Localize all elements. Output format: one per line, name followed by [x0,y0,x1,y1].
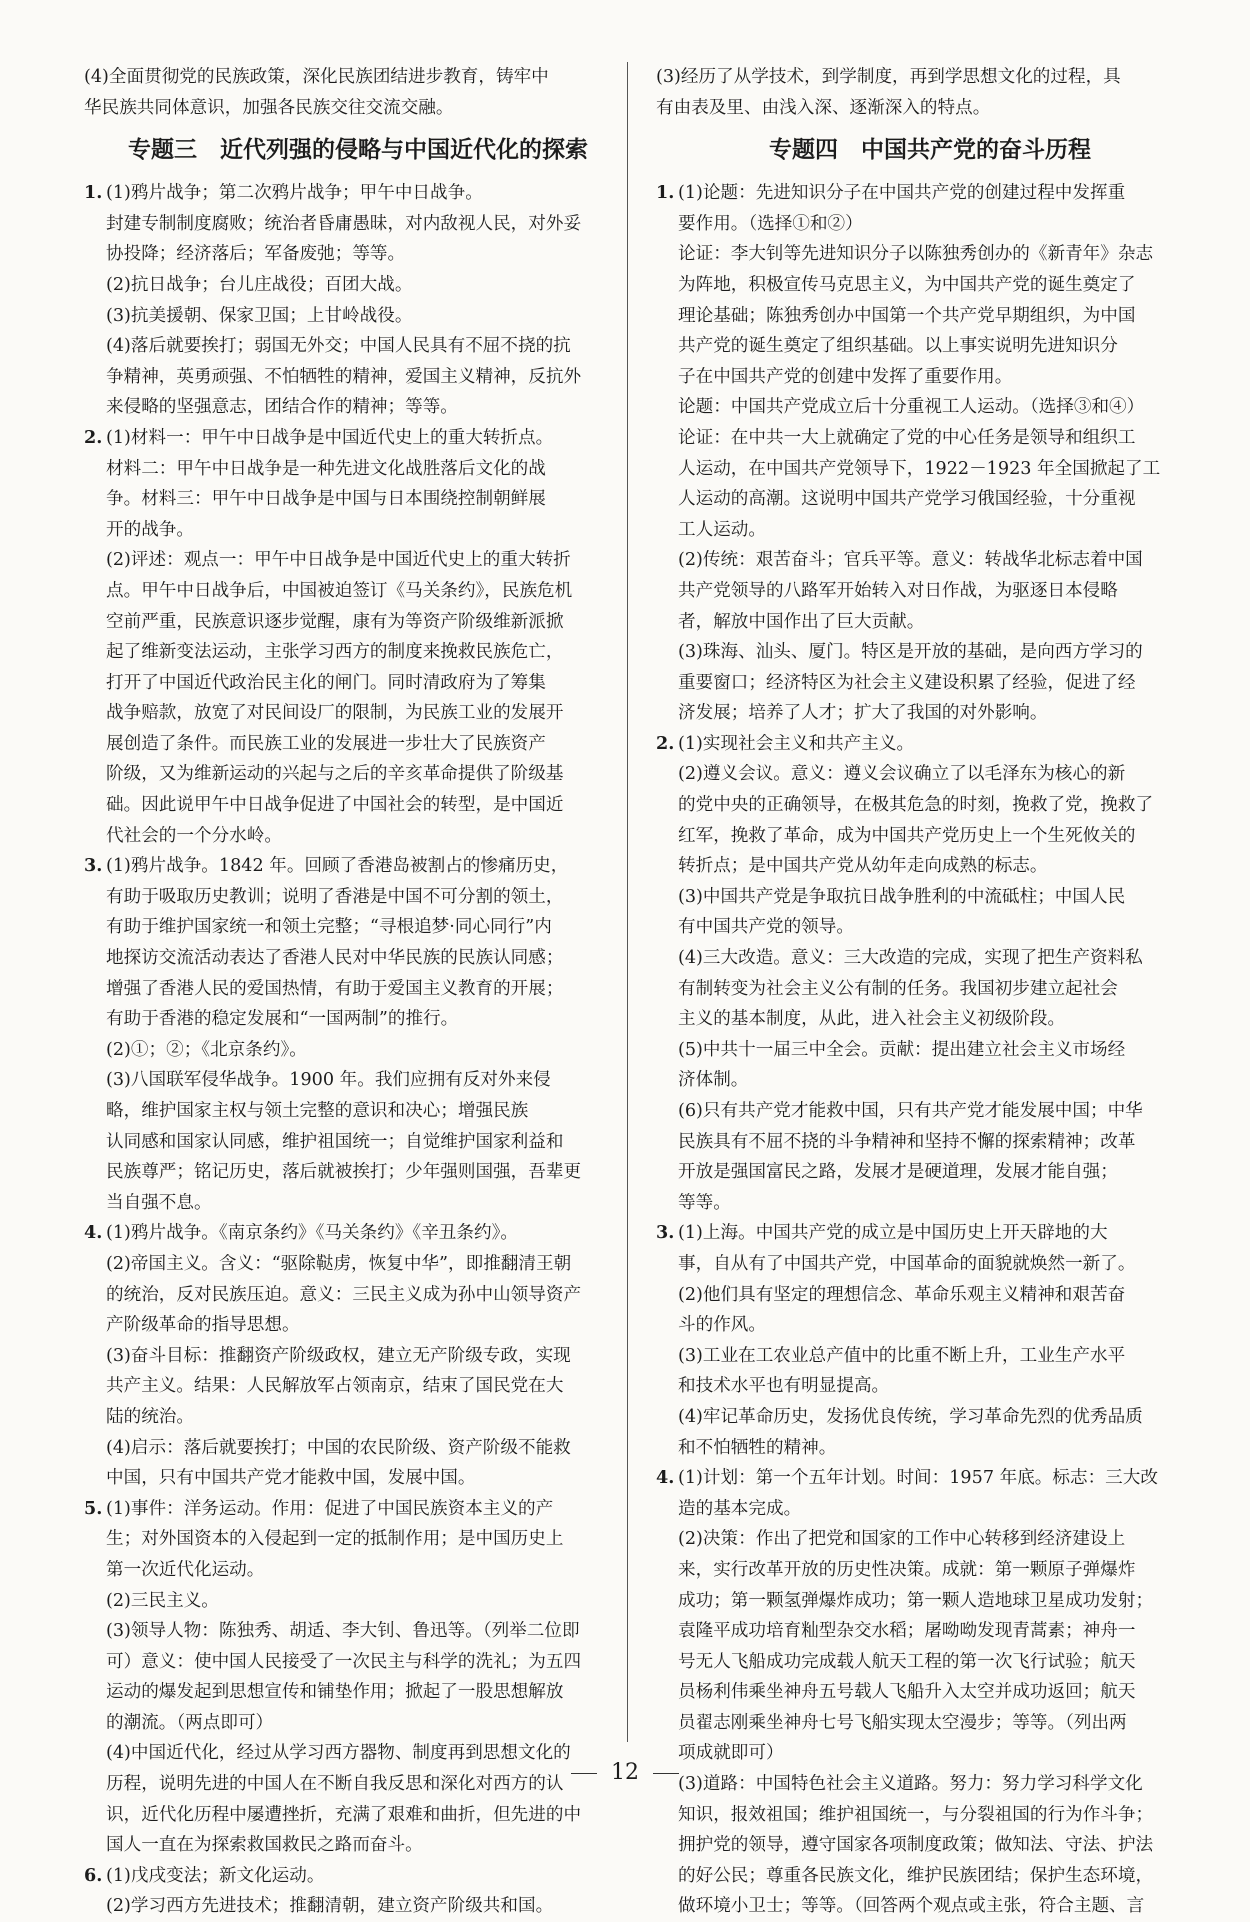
question-answer [84,1494,632,1861]
answer-line [106,729,632,760]
answer-line [678,1249,1204,1280]
answer-line [678,1586,1204,1617]
answer-text: (1)论题：先进知识分子在中国共产党的创建过程中发挥重 [678,183,1126,204]
answer-text: 子在中国共产党的创建中发挥了重要作用。 [678,366,1013,387]
intro-line: 有由表及里、由浅入深、逐渐深入的特点。 [656,97,991,118]
answer-line [678,698,1204,729]
answer-line [106,882,632,913]
answer-line [678,331,1204,362]
answer-text: 有助于吸取历史教训；说明了香港是中国不可分割的领土， [106,886,564,907]
question-answer [656,1463,1204,1922]
answer-text: 号无人飞船成功完成载人航天工程的第一次飞行试验；航天 [678,1651,1136,1672]
answer-text: 的好公民；尊重各民族文化，维护民族团结；保护生态环境， [678,1865,1154,1886]
answer-text: 论证：李大钊等先进知识分子以陈独秀创办的《新青年》杂志 [678,244,1154,265]
answer-line [678,1677,1204,1708]
answer-line [106,1249,632,1280]
answer-line [678,239,1204,270]
answer-line [84,1861,632,1892]
answer-text: 有中国共产党的领导。 [678,917,854,938]
answer-line [106,1402,632,1433]
answer-text: 第一次近代化运动。 [106,1559,265,1580]
page-footer [0,1760,1250,1785]
answer-text: 济发展；培养了人才；扩大了我国的对外影响。 [678,703,1048,724]
question-answer [84,1861,632,1922]
question-number: 4. [656,1467,675,1489]
answer-line [106,1616,632,1647]
answer-line [678,1647,1204,1678]
answer-line [106,943,632,974]
answer-line [106,1157,632,1188]
answer-text: (2)抗日战争；台儿庄战役；百团大战。 [106,274,413,295]
answer-text: 斗的作风。 [678,1315,766,1336]
answer-text: 成功；第一颗氢弹爆炸成功；第一颗人造地球卫星成功发射； [678,1590,1154,1611]
answer-line [106,1096,632,1127]
answer-line [84,178,632,209]
answer-text: 做环境小卫士；等等。（回答两个观点或主张，符合主题、言 [678,1896,1145,1917]
answer-text: 转折点；是中国共产党从幼年走向成熟的标志。 [678,856,1048,877]
answer-line [106,1830,632,1861]
answer-line [106,1280,632,1311]
answer-text: 起了维新变法运动，主张学习西方的制度来挽救民族危亡， [106,642,564,663]
answer-text: 人运动的高潮。这说明中国共产党学习俄国经验，十分重视 [678,489,1136,510]
intro-line: (3)经历了从学技术，到学制度，再到学思想文化的过程，具 [656,67,1121,87]
answer-text: 者，解放中国作出了巨大贡献。 [678,611,925,632]
column-divider [627,62,628,1742]
answer-text: (2)传统：艰苦奋斗；官兵平等。意义：转战华北标志着中国 [678,550,1143,571]
answer-text: 等等。 [678,1192,731,1213]
answer-text: 有助于维护国家统一和领土完整；“寻根追梦·同心同行”内 [106,917,552,938]
answer-line [678,1555,1204,1586]
question-number: 2. [656,732,675,754]
answer-text: (3)道路：中国特色社会主义道路。努力：努力学习科学文化 [678,1774,1143,1795]
answer-text: 代社会的一个分水岭。 [106,825,282,846]
answer-text: 略，维护国家主权与领土完整的意识和决心；增强民族 [106,1101,529,1121]
answer-text: (1)事件：洋务运动。作用：促进了中国民族资本主义的产 [106,1498,554,1519]
answer-text: (1)鸦片战争。《南京条约》《马关条约》《辛丑条约》。 [106,1223,518,1244]
answer-line [656,1218,1204,1249]
question-answer [656,178,1204,729]
answer-text: 理论基础；陈独秀创办中国第一个共产党早期组织，为中国 [678,305,1136,326]
answer-text: 展创造了条件。而民族工业的发展进一步壮大了民族资产 [106,733,546,754]
answer-line [84,1218,632,1249]
answer-text: (3)抗美援朝、保家卫国；上甘岭战役。 [106,305,413,326]
answer-line [106,668,632,699]
answer-text: 来侵略的坚强意志，团结合作的精神；等等。 [106,397,458,418]
answer-text: 封建专制制度腐败；统治者昏庸愚昧，对内敌视人民，对外妥 [106,213,582,234]
answer-text: 础。因此说甲午中日战争促进了中国社会的转型，是中国近 [106,795,564,816]
question-number: 1. [656,182,675,204]
answer-text: 主义的基本制度，从此，进入社会主义初级阶段。 [678,1009,1066,1030]
answer-line [106,1004,632,1035]
answer-line [106,1341,632,1372]
answer-line [106,1647,632,1678]
answer-text: (2)学习西方先进技术；推翻清朝，建立资产阶级共和国。 [106,1896,554,1917]
answer-line [678,1616,1204,1647]
answer-line [106,515,632,546]
right-column [656,62,1204,1922]
answer-line [106,790,632,821]
answer-text: 和不怕牺牲的精神。 [678,1437,837,1458]
answer-line [678,545,1204,576]
answer-text: (3)八国联军侵华战争。1900 年。我们应拥有反对外来侵 [106,1070,551,1091]
question-number: 6. [84,1864,103,1886]
answer-text: (1)鸦片战争。1842 年。回顾了香港岛被割占的惨痛历史， [106,856,569,877]
answer-text: (5)中共十一届三中全会。贡献：提出建立社会主义市场经 [678,1039,1126,1060]
answer-line [106,1586,632,1617]
answer-text: 战争赔款，放宽了对民间设厂的限制，为民族工业的发展开 [106,703,564,724]
answer-text: 员翟志刚乘坐神舟七号飞船实现太空漫步；等等。（列出两 [678,1712,1127,1733]
answer-text: 项成就即可） [678,1743,784,1764]
answer-text: 国人一直在为探索救国救民之路而奋斗。 [106,1835,423,1856]
answer-text: (2)他们具有坚定的理想信念、革命乐观主义精神和艰苦奋 [678,1284,1126,1305]
intro-line: (4)全面贯彻党的民族政策，深化民族团结进步教育，铸牢中 [84,67,549,87]
answer-line [678,1830,1204,1861]
answer-text: 工人运动。 [678,519,766,540]
answer-text: (1)鸦片战争；第二次鸦片战争；甲午中日战争。 [106,183,483,204]
answer-line [678,668,1204,699]
answer-text: (3)领导人物：陈独秀、胡适、李大钊、鲁迅等。（列举二位即 [106,1621,580,1642]
answer-text: 认同感和国家认同感，维护祖国统一；自觉维护国家利益和 [106,1131,564,1152]
answer-line [656,1463,1204,1494]
answer-text: (1)实现社会主义和共产主义。 [678,733,915,754]
answer-line [678,851,1204,882]
answer-text: 的潮流。（两点即可） [106,1712,274,1733]
answer-line [106,239,632,270]
answer-line [106,1065,632,1096]
answer-line [106,331,632,362]
answer-line [106,1800,632,1831]
answer-line [106,301,632,332]
answer-line [678,1891,1204,1922]
answer-text: 的党中央的正确领导，在极其危急的时刻，挽救了党，挽救了 [678,795,1154,816]
answer-line [678,1371,1204,1402]
answer-text: (2)①；②；《北京条约》。 [106,1039,307,1060]
answer-text: (2)评述：观点一：甲午中日战争是中国近代史上的重大转折 [106,550,571,571]
answer-line [678,1127,1204,1158]
answer-text: 共产党的诞生奠定了组织基础。以上事实说明先进知识分 [678,336,1118,357]
answer-text: 空前严重，民族意识逐步觉醒，康有为等资产阶级维新派掀 [106,611,564,632]
intro-line: 华民族共同体意识，加强各民族交往交流交融。 [84,97,454,118]
answer-line [106,698,632,729]
answer-line [106,362,632,393]
answer-text: 增强了香港人民的爱国热情，有助于爱国主义教育的开展； [106,978,564,999]
answer-line [678,607,1204,638]
answer-line [678,1188,1204,1219]
answer-text: 济体制。 [678,1070,749,1091]
answer-line [106,392,632,423]
answer-text: 可）意义：使中国人民接受了一次民主与科学的洗礼；为五四 [106,1651,582,1672]
answer-text: (4)启示：落后就要挨打；中国的农民阶级、资产阶级不能救 [106,1437,571,1458]
answer-text: 生；对外国资本的入侵起到一定的抵制作用；是中国历史上 [106,1529,564,1550]
page-number: 12 [611,1760,639,1785]
answer-line [678,943,1204,974]
answer-line [678,270,1204,301]
answer-line [106,1310,632,1341]
answer-text: 地探访交流活动表达了香港人民对中华民族的民族认同感； [106,948,564,969]
answer-line [656,178,1204,209]
answer-text: 民族尊严；铭记历史，落后就被挨打；少年强则国强，吾辈更 [106,1162,582,1183]
answer-line [678,821,1204,852]
footer-dash-right [653,1773,679,1774]
answer-line [106,454,632,485]
answer-text: (2)帝国主义。含义：“驱除鞑虏，恢复中华”，即推翻清王朝 [106,1253,572,1274]
answer-line [106,1555,632,1586]
answer-line [106,209,632,240]
answer-text: 协投降；经济落后；军备废弛；等等。 [106,244,406,265]
answer-text: (1)计划：第一个五年计划。时间：1957 年底。标志：三大改 [678,1468,1158,1489]
answer-line [678,1004,1204,1035]
answer-line [106,1035,632,1066]
answer-line [678,1800,1204,1831]
answer-text: 当自强不息。 [106,1192,212,1213]
answer-text: (3)中国共产党是争取抗日战争胜利的中流砥柱；中国人民 [678,886,1126,907]
answer-text: 开的战争。 [106,519,194,540]
answer-text: 材料二：甲午中日战争是一种先进文化战胜落后文化的战 [106,458,546,479]
answer-line [106,607,632,638]
answer-text: 运动的爆发起到思想宣传和铺垫作用；掀起了一股思想解放 [106,1682,564,1703]
answer-line [106,759,632,790]
answer-line [678,1310,1204,1341]
answer-line [678,362,1204,393]
answer-line [678,637,1204,668]
answer-text: (2)三民主义。 [106,1590,219,1611]
answer-line [106,1708,632,1739]
answer-text: 产阶级革命的指导思想。 [106,1315,300,1336]
question-answer [84,178,632,423]
answer-text: 中国，只有中国共产党才能救中国，发展中国。 [106,1468,476,1489]
answer-line [678,882,1204,913]
question-number: 3. [656,1222,675,1244]
answer-text: 知识，报效祖国；维护祖国统一，与分裂祖国的行为作斗争； [678,1804,1154,1825]
answer-line [106,484,632,515]
answer-line [106,974,632,1005]
question-number: 1. [84,182,103,204]
answer-text: 识，近代化历程中屡遭挫折，充满了艰难和曲折，但先进的中 [106,1804,582,1825]
question-number: 2. [84,426,103,448]
answer-text: 开放是强国富民之路，发展才是硬道理，发展才能自强； [678,1162,1118,1183]
answer-line [678,423,1204,454]
answer-line [678,759,1204,790]
answer-line [678,1402,1204,1433]
answer-text: (2)决策：作出了把党和国家的工作中心转移到经济建设上 [678,1529,1126,1550]
answer-line [678,912,1204,943]
answer-text: (3)工业在工农业总产值中的比重不断上升，工业生产水平 [678,1345,1126,1366]
answer-line [106,270,632,301]
answer-line [106,637,632,668]
question-answer [84,1218,632,1493]
answer-line [106,1677,632,1708]
answer-text: 为阵地，积极宣传马克思主义，为中国共产党的诞生奠定了 [678,274,1136,295]
question-number: 4. [84,1222,103,1244]
answer-line [106,1463,632,1494]
answer-line [678,1341,1204,1372]
answer-text: 陆的统治。 [106,1406,194,1427]
answer-text: 袁隆平成功培育籼型杂交水稻；屠呦呦发现青蒿素；神舟一 [678,1621,1136,1642]
answer-line [678,1494,1204,1525]
answer-line [678,1096,1204,1127]
answer-text: 要作用。（选择①和②） [678,213,863,234]
answer-text: 争。材料三：甲午中日战争是中国与日本围绕控制朝鲜展 [106,489,546,510]
answer-line [106,1371,632,1402]
answer-text: (1)上海。中国共产党的成立是中国历史上开天辟地的大 [678,1223,1108,1244]
answer-line [106,1524,632,1555]
question-answer [656,1218,1204,1463]
answer-line [678,1065,1204,1096]
answer-text: 共产主义。结果：人民解放军占领南京，结束了国民党在大 [106,1376,564,1397]
question-answer [84,423,632,851]
answer-text: (4)中国近代化，经过从学习西方器物、制度再到思想文化的 [106,1743,571,1764]
answer-text: 共产党领导的八路军开始转入对日作战，为驱逐日本侵略 [678,580,1118,601]
answer-line [106,576,632,607]
answer-line [84,851,632,882]
section-heading: 专题四 中国共产党的奋斗历程 [769,137,1091,164]
answer-line [678,484,1204,515]
answer-line [656,729,1204,760]
answer-text: 人运动，在中国共产党领导下，1922－1923 年全国掀起了工 [678,458,1161,479]
answer-text: 历程，说明先进的中国人在不断自我反思和深化对西方的认 [106,1774,564,1795]
answer-text: 红军，挽救了革命，成为中国共产党历史上一个生死攸关的 [678,825,1136,846]
left-column [84,62,632,1922]
answer-line [678,1708,1204,1739]
answer-line [678,454,1204,485]
answer-text: 争精神，英勇顽强、不怕牺牲的精神，爱国主义精神，反抗外 [106,366,582,387]
answer-text: (6)只有共产党才能救中国，只有共产党才能发展中国；中华 [678,1101,1143,1121]
question-number: 5. [84,1497,103,1519]
answer-text: 员杨利伟乘坐神舟五号载人飞船升入太空并成功返回；航天 [678,1682,1136,1703]
answer-line [106,1188,632,1219]
question-answer [84,851,632,1218]
answer-line [106,1127,632,1158]
answer-line [678,515,1204,546]
answer-line [678,301,1204,332]
answer-text: 有制转变为社会主义公有制的任务。我国初步建立起社会 [678,978,1118,999]
answer-text: (4)落后就要挨打；弱国无外交；中国人民具有不屈不挠的抗 [106,336,571,357]
answer-line [678,974,1204,1005]
answer-text: 论题：中国共产党成立后十分重视工人运动。（选择③和④） [678,397,1145,418]
answer-line [106,545,632,576]
answer-line [84,1494,632,1525]
answer-line [106,821,632,852]
answer-text: 的统治，反对民族压迫。意义：三民主义成为孙中山领导资产 [106,1284,582,1305]
answer-line [106,912,632,943]
answer-line [678,576,1204,607]
answer-text: 和技术水平也有明显提高。 [678,1376,890,1397]
answer-text: (1)戊戌变法；新文化运动。 [106,1865,325,1886]
section-heading: 专题三 近代列强的侵略与中国近代化的探索 [128,137,588,164]
answer-text: 论证：在中共一大上就确定了党的中心任务是领导和组织工 [678,427,1136,448]
answer-text: 重要窗口；经济特区为社会主义建设积累了经验，促进了经 [678,672,1136,693]
answer-text: (3)奋斗目标：推翻资产阶级政权，建立无产阶级专政，实现 [106,1345,571,1366]
answer-text: 点。甲午中日战争后，中国被迫签订《马关条约》，民族危机 [106,580,573,601]
question-answer [656,729,1204,1219]
answer-text: (1)材料一：甲午中日战争是中国近代史上的重大转折点。 [106,427,554,448]
answer-text: 阶级，又为维新运动的兴起与之后的辛亥革命提供了阶级基 [106,764,564,785]
answer-line [678,1280,1204,1311]
answer-text: 民族具有不屈不挠的斗争精神和坚持不懈的探索精神；改革 [678,1131,1136,1152]
answer-text: 有助于香港的稳定发展和“一国两制”的推行。 [106,1009,459,1030]
answer-line [678,1524,1204,1555]
answer-line [678,209,1204,240]
answer-text: 拥护党的领导，遵守国家各项制度政策；做知法、守法、护法 [678,1835,1154,1856]
footer-dash-left [571,1773,597,1774]
answer-line [106,1433,632,1464]
answer-text: 事，自从有了中国共产党，中国革命的面貌就焕然一新了。 [678,1253,1136,1274]
answer-line [106,1891,632,1922]
answer-line [678,1433,1204,1464]
answer-text: (3)珠海、汕头、厦门。特区是开放的基础，是向西方学习的 [678,642,1143,663]
answer-text: 造的基本完成。 [678,1498,802,1519]
answer-text: (4)三大改造。意义：三大改造的完成，实现了把生产资料私 [678,948,1143,969]
answer-text: 打开了中国近代政治民主化的闸门。同时清政府为了筹集 [106,672,546,693]
answer-line [678,1035,1204,1066]
answer-text: (4)牢记革命历史，发扬优良传统，学习革命先烈的优秀品质 [678,1406,1143,1427]
answer-line [84,423,632,454]
question-number: 3. [84,855,103,877]
answer-text: 来，实行改革开放的历史性决策。成就：第一颗原子弹爆炸 [678,1559,1136,1580]
answer-line [678,790,1204,821]
answer-line [678,1157,1204,1188]
answer-text: (2)遵义会议。意义：遵义会议确立了以毛泽东为核心的新 [678,764,1126,785]
answer-line [678,1861,1204,1892]
answer-line [678,392,1204,423]
